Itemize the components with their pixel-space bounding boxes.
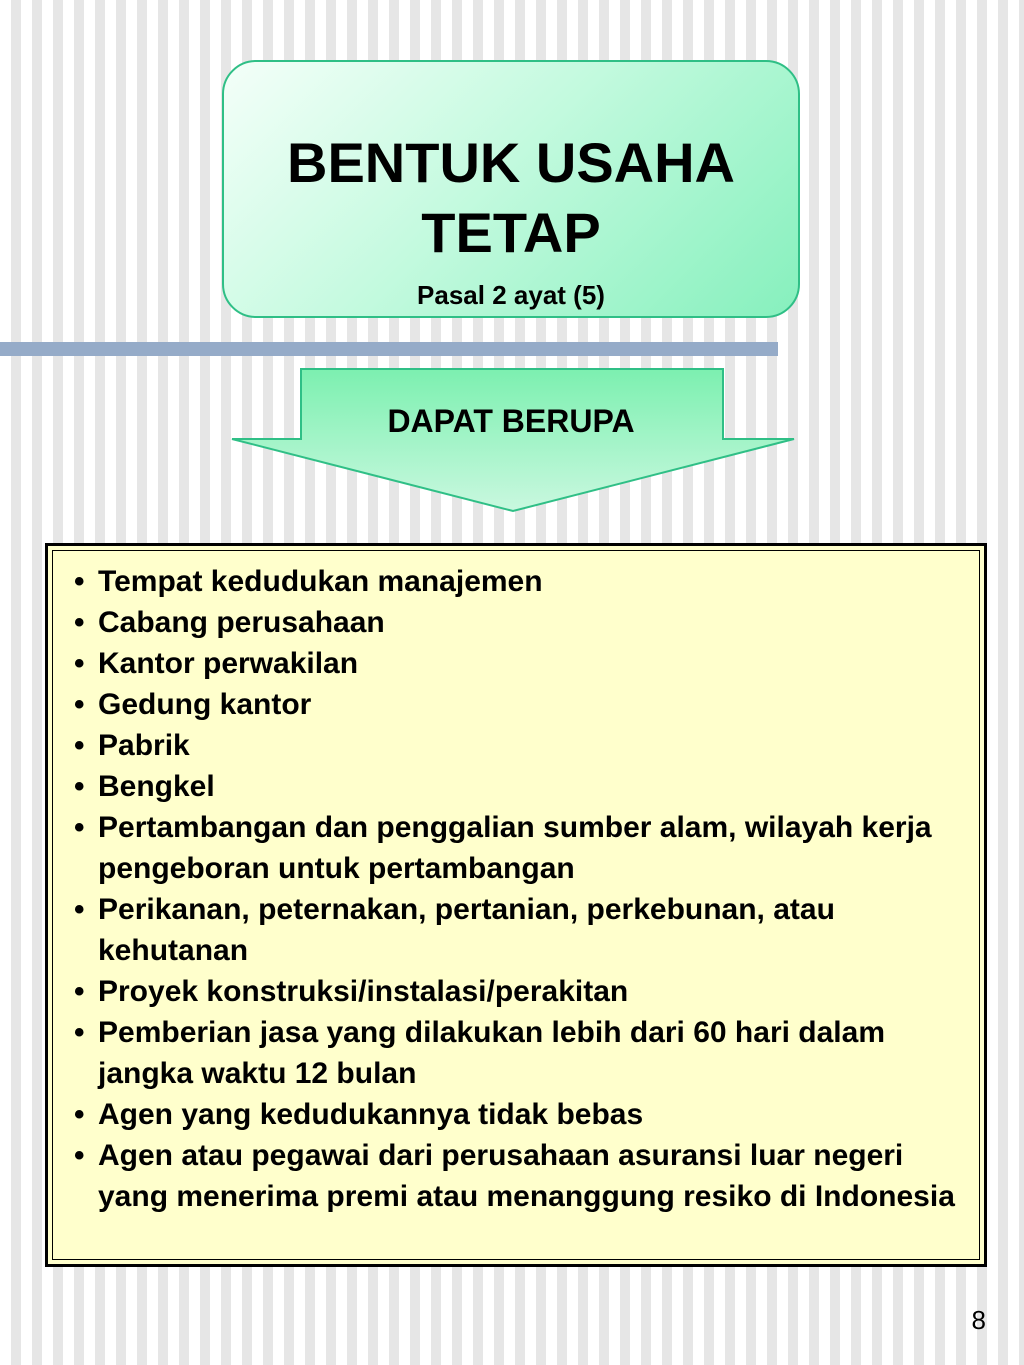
slide-title: BENTUK USAHA TETAP [287, 131, 735, 264]
list-item: • Cabang perusahaan [65, 602, 971, 643]
divider-bar [0, 342, 778, 356]
list-item: • Perikanan, peternakan, pertanian, perkebunan, atau kehutanan [65, 889, 971, 971]
list-box [45, 543, 987, 1267]
list-item: • Agen atau pegawai dari perusahaan asuransi luar negeri yang menerima premi atau menanggung resiko di Indonesia [65, 1135, 971, 1217]
title-box [222, 60, 800, 318]
list-item: • Kantor perwakilan [65, 643, 971, 684]
arrow-label: DAPAT BERUPA [387, 403, 635, 439]
list-item: • Gedung kantor [65, 684, 971, 725]
list-item: • Tempat kedudukan manajemen [65, 561, 971, 602]
list-item: • Pabrik [65, 725, 971, 766]
list-item: • Bengkel [65, 766, 971, 807]
bullet-list [65, 561, 971, 1217]
list-item: • Proyek konstruksi/instalasi/perakitan [65, 971, 971, 1012]
arrow-body [232, 369, 794, 511]
list-item: • Pemberian jasa yang dilakukan lebih dari 60 hari dalam jangka waktu 12 bulan [65, 1012, 971, 1094]
list-item: • Agen yang kedudukannya tidak bebas [65, 1094, 971, 1135]
slide-subtitle: Pasal 2 ayat (5) [417, 280, 605, 310]
list-box-inner-border [52, 550, 980, 1260]
list-item: • Pertambangan dan penggalian sumber alam, wilayah kerja pengeboran untuk pertambangan [65, 807, 971, 889]
down-arrow-shape [228, 366, 798, 514]
page-number: 8 [971, 1305, 986, 1335]
